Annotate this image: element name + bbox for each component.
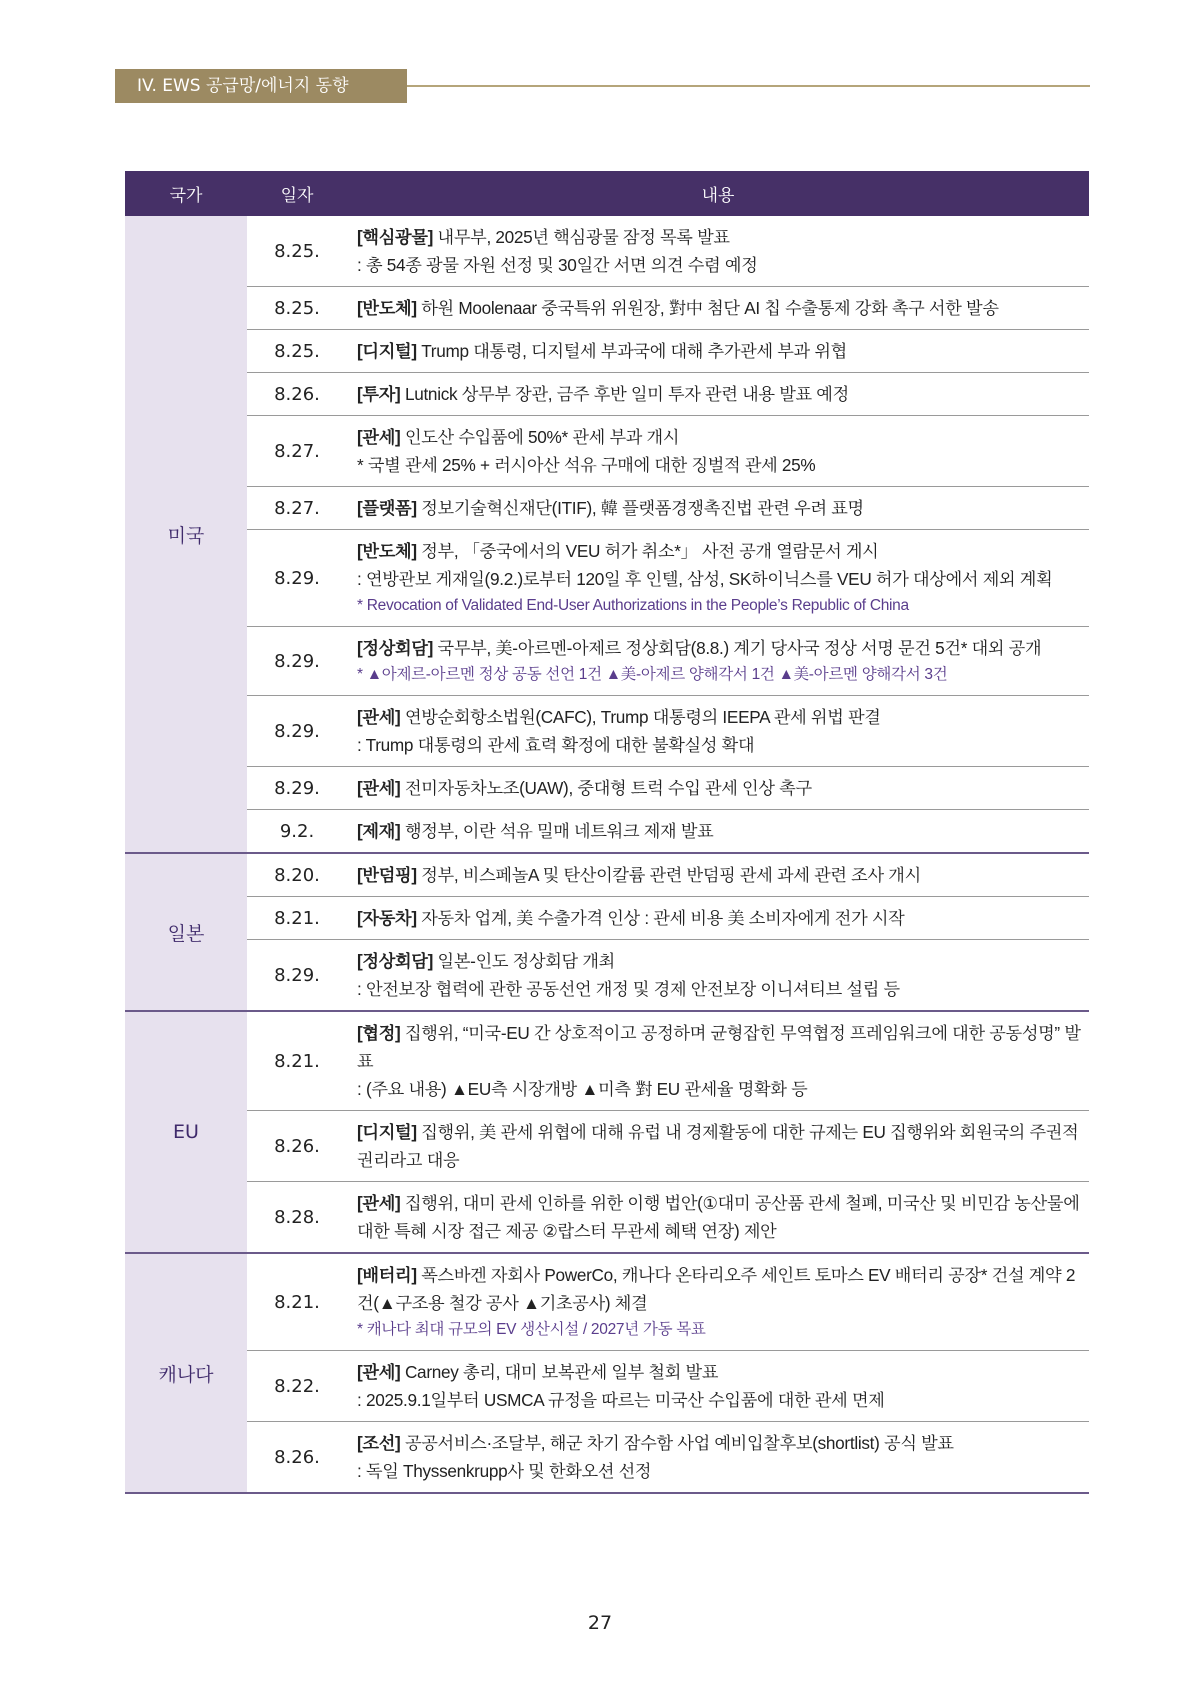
table-row [125, 530, 1089, 627]
content-detail: : 2025.9.1일부터 USMCA 규정을 따르는 미국산 수입품에 대한 관세 면제 [357, 1390, 885, 1410]
content-cell [347, 853, 1089, 897]
content-cell [347, 487, 1089, 530]
content-text: 공공서비스·조달부, 해군 차기 잠수함 사업 예비입찰후보(shortlist) 공식 발표 [400, 1433, 954, 1453]
date-cell: 8.28. [247, 1182, 347, 1254]
content-cell [347, 373, 1089, 416]
content-text: Carney 총리, 대미 보복관세 일부 철회 발표 [400, 1362, 719, 1382]
category-label: [정상회담] [357, 951, 434, 971]
content-detail: : 연방관보 게재일(9.2.)로부터 120일 후 인텔, 삼성, SK하이닉스를 VEU 허가 대상에서 제외 계획 [357, 569, 1053, 589]
content-headline [357, 1189, 1081, 1245]
content-text: 자동차 업계, 美 수출가격 인상 : 관세 비용 美 소비자에게 전가 시작 [416, 908, 905, 928]
content-headline [357, 904, 1081, 932]
content-cell [347, 530, 1089, 627]
content-detail: : 독일 Thyssenkrupp사 및 한화오션 선정 [357, 1461, 652, 1481]
date-cell: 8.26. [247, 1111, 347, 1182]
content-cell [347, 216, 1089, 287]
table-row [125, 216, 1089, 287]
content-text: Lutnick 상무부 장관, 금주 후반 일미 투자 관련 내용 발표 예정 [400, 384, 849, 404]
date-cell: 8.25. [247, 216, 347, 287]
content-footnote: * 캐나다 최대 규모의 EV 생산시설 / 2027년 가동 목표 [357, 1321, 706, 1338]
date-cell: 8.26. [247, 373, 347, 416]
date-cell: 8.29. [247, 696, 347, 767]
content-headline [357, 294, 1081, 322]
content-text: 정부, 「중국에서의 VEU 허가 취소*」 사전 공개 열람문서 게시 [416, 541, 879, 561]
table-row [125, 416, 1089, 487]
content-text: 전미자동차노조(UAW), 중대형 트럭 수입 관세 인상 촉구 [400, 778, 812, 798]
content-footnote: * Revocation of Validated End-User Authorizations in the People’s Republic of China [357, 597, 909, 614]
category-label: [관세] [357, 427, 401, 447]
content-headline [357, 817, 1081, 845]
content-detail: * 국별 관세 25% + 러시아산 석유 구매에 대한 징벌적 관세 25% [357, 455, 816, 475]
content-headline [357, 1019, 1081, 1075]
date-cell: 8.20. [247, 853, 347, 897]
table-row [125, 627, 1089, 696]
column-header-content: 내용 [347, 171, 1089, 216]
category-label: [디지털] [357, 341, 417, 361]
content-text: 국무부, 美-아르멘-아제르 정상회담(8.8.) 계기 당사국 정상 서명 문건 5건* 대외 공개 [433, 638, 1042, 658]
category-label: [조선] [357, 1433, 401, 1453]
date-cell: 8.29. [247, 767, 347, 810]
table-body [125, 216, 1089, 1493]
table-row [125, 767, 1089, 810]
section-tag: IV. EWS 공급망/에너지 동향 [115, 69, 407, 103]
table-row [125, 940, 1089, 1012]
content-detail: : 안전보장 협력에 관한 공동선언 개정 및 경제 안전보장 이니셔티브 설립 등 [357, 979, 900, 999]
content-cell [347, 1111, 1089, 1182]
date-cell: 8.29. [247, 530, 347, 627]
category-label: [협정] [357, 1023, 401, 1043]
content-cell [347, 897, 1089, 940]
content-cell [347, 330, 1089, 373]
category-label: [플랫폼] [357, 498, 417, 518]
content-text: 집행위, 대미 관세 인하를 위한 이행 법안(①대미 공산품 관세 철폐, 미국산 및 비민감 농산물에 대한 특혜 시장 접근 제공 ②랍스터 무관세 혜택 연장) 제안 [357, 1193, 1080, 1241]
content-cell [347, 1253, 1089, 1351]
content-text: 정보기술혁신재단(ITIF), 韓 플랫폼경쟁촉진법 관련 우려 표명 [416, 498, 864, 518]
category-label: [핵심광물] [357, 227, 434, 247]
content-cell [347, 1182, 1089, 1254]
country-cell: EU [125, 1011, 247, 1253]
content-cell [347, 416, 1089, 487]
table-row [125, 696, 1089, 767]
date-cell: 8.25. [247, 330, 347, 373]
content-footnote: * ▲아제르-아르멘 정상 공동 선언 1건 ▲美-아제르 양해각서 1건 ▲美-아르멘 양해각서 3건 [357, 666, 948, 683]
content-cell [347, 767, 1089, 810]
date-cell: 8.29. [247, 627, 347, 696]
country-cell: 캐나다 [125, 1253, 247, 1493]
table-row [125, 373, 1089, 416]
content-cell [347, 627, 1089, 696]
category-label: [반덤핑] [357, 865, 417, 885]
content-headline [357, 1118, 1081, 1174]
table-row [125, 1182, 1089, 1254]
content-headline [357, 223, 1081, 251]
content-headline [357, 1429, 1081, 1457]
date-cell: 8.21. [247, 1011, 347, 1111]
category-label: [관세] [357, 1193, 401, 1213]
page-number: 27 [587, 1612, 613, 1634]
table-row [125, 287, 1089, 330]
content-headline [357, 703, 1081, 731]
date-cell: 8.21. [247, 1253, 347, 1351]
content-text: 내무부, 2025년 핵심광물 잠정 목록 발표 [433, 227, 730, 247]
content-text: 연방순회항소법원(CAFC), Trump 대통령의 IEEPA 관세 위법 판결 [400, 707, 881, 727]
content-cell [347, 1351, 1089, 1422]
content-headline [357, 423, 1081, 451]
country-cell: 일본 [125, 853, 247, 1011]
date-cell: 8.29. [247, 940, 347, 1012]
content-detail: : 총 54종 광물 자원 선정 및 30일간 서면 의견 수렴 예정 [357, 255, 758, 275]
content-cell [347, 287, 1089, 330]
table-row [125, 1351, 1089, 1422]
category-label: [반도체] [357, 541, 417, 561]
column-header-country: 국가 [125, 171, 247, 216]
content-cell [347, 810, 1089, 854]
category-label: [관세] [357, 707, 401, 727]
content-headline [357, 947, 1081, 975]
content-headline [357, 1358, 1081, 1386]
date-cell: 8.22. [247, 1351, 347, 1422]
category-label: [제재] [357, 821, 401, 841]
table-row [125, 1253, 1089, 1351]
date-cell: 8.25. [247, 287, 347, 330]
category-label: [디지털] [357, 1122, 417, 1142]
table-row [125, 810, 1089, 854]
content-headline [357, 537, 1081, 565]
content-text: 정부, 비스페놀A 및 탄산이칼륨 관련 반덤핑 관세 과세 관련 조사 개시 [416, 865, 921, 885]
table-row [125, 487, 1089, 530]
column-header-date: 일자 [247, 171, 347, 216]
content-headline [357, 494, 1081, 522]
date-cell: 9.2. [247, 810, 347, 854]
table-header-row [125, 171, 1089, 216]
table-row [125, 1011, 1089, 1111]
country-cell: 미국 [125, 216, 247, 853]
content-detail: : Trump 대통령의 관세 효력 확정에 대한 불확실성 확대 [357, 735, 755, 755]
date-cell: 8.27. [247, 416, 347, 487]
content-headline [357, 634, 1081, 662]
content-cell [347, 696, 1089, 767]
ews-table [125, 171, 1089, 1494]
content-text: 인도산 수입품에 50%* 관세 부과 개시 [400, 427, 680, 447]
category-label: [정상회담] [357, 638, 434, 658]
content-text: 집행위, “미국-EU 간 상호적이고 공정하며 균형잡힌 무역협정 프레임워크에 대한 공동성명” 발표 [357, 1023, 1081, 1071]
date-cell: 8.27. [247, 487, 347, 530]
category-label: [자동차] [357, 908, 417, 928]
content-cell [347, 1011, 1089, 1111]
date-cell: 8.26. [247, 1422, 347, 1494]
content-headline [357, 380, 1081, 408]
content-cell [347, 1422, 1089, 1494]
table-row [125, 1422, 1089, 1494]
content-text: 일본-인도 정상회담 개최 [433, 951, 615, 971]
section-rule [407, 85, 1090, 87]
category-label: [관세] [357, 778, 401, 798]
content-text: 하원 Moolenaar 중국특위 위원장, 對中 첨단 AI 칩 수출통제 강화 촉구 서한 발송 [416, 298, 999, 318]
table-row [125, 897, 1089, 940]
category-label: [반도체] [357, 298, 417, 318]
content-cell [347, 940, 1089, 1012]
category-label: [투자] [357, 384, 401, 404]
content-text: 폭스바겐 자회사 PowerCo, 캐나다 온타리오주 세인트 토마스 EV 배터리 공장* 건설 계약 2건(▲구조용 철강 공사 ▲기초공사) 체결 [357, 1265, 1076, 1313]
content-headline [357, 337, 1081, 365]
content-detail: : (주요 내용) ▲EU측 시장개방 ▲미측 對 EU 관세율 명확화 등 [357, 1079, 808, 1099]
content-headline [357, 1261, 1081, 1317]
category-label: [관세] [357, 1362, 401, 1382]
date-cell: 8.21. [247, 897, 347, 940]
table-row [125, 853, 1089, 897]
content-headline [357, 861, 1081, 889]
content-text: 행정부, 이란 석유 밀매 네트워크 제재 발표 [400, 821, 714, 841]
table-row [125, 1111, 1089, 1182]
content-text: Trump 대통령, 디지털세 부과국에 대해 추가관세 부과 위협 [416, 341, 847, 361]
table-row [125, 330, 1089, 373]
category-label: [배터리] [357, 1265, 417, 1285]
content-text: 집행위, 美 관세 위협에 대해 유럽 내 경제활동에 대한 규제는 EU 집행위와 회원국의 주권적 권리라고 대응 [357, 1122, 1079, 1170]
content-headline [357, 774, 1081, 802]
